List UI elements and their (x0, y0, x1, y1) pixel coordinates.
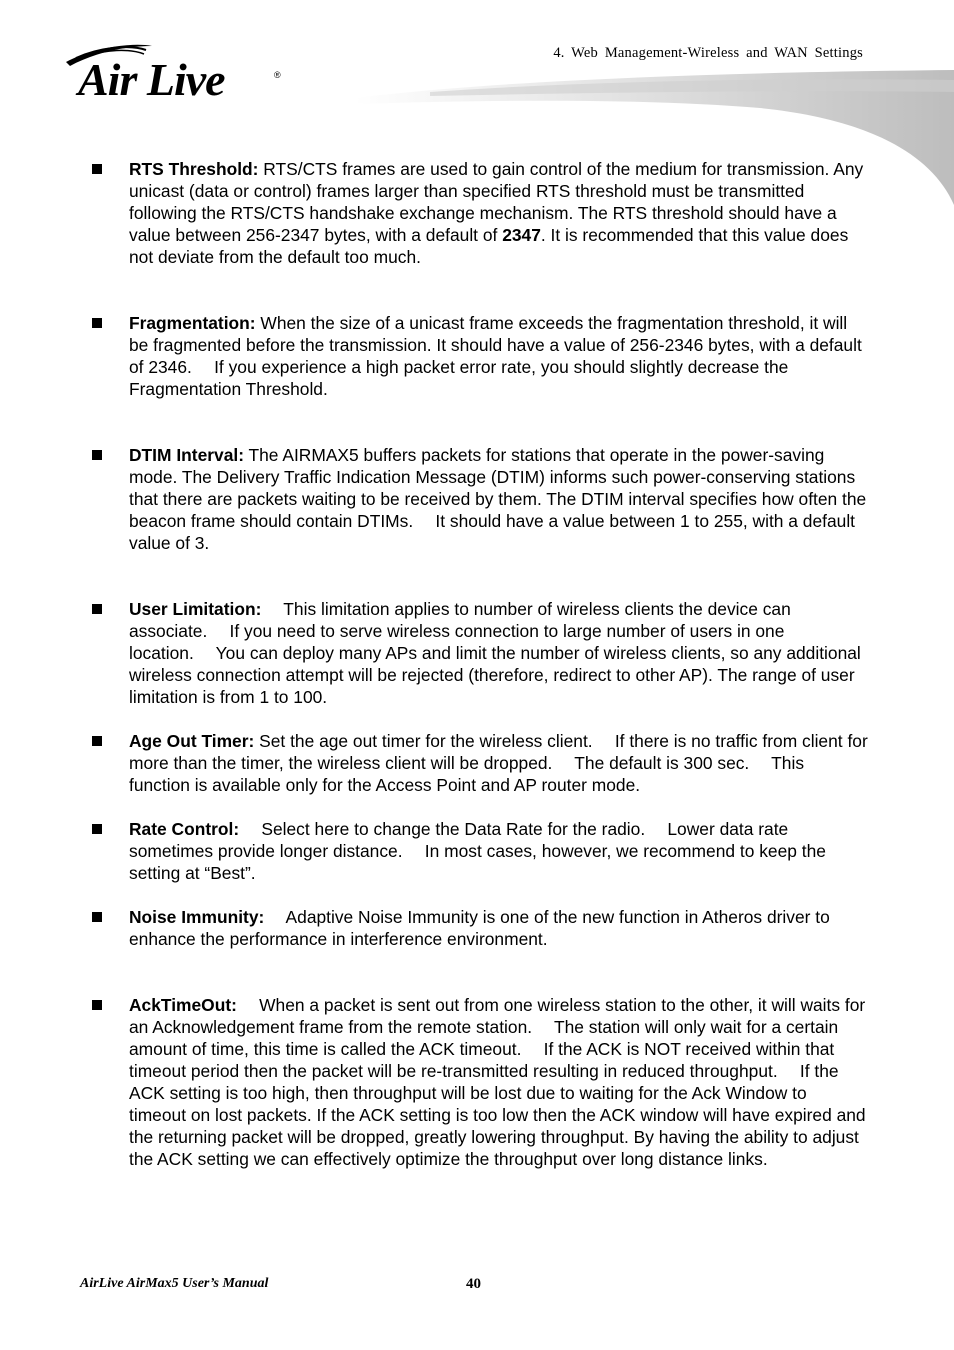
bullet-icon (92, 450, 102, 460)
content (92, 158, 868, 1170)
item-term: Age Out Timer: (129, 731, 255, 751)
bullet-icon (92, 318, 102, 328)
item-noise-immunity (92, 906, 868, 950)
footer-page-number: 40 (466, 1276, 481, 1292)
item-age-out-timer (92, 730, 868, 796)
item-text: . It is recommended that this value does not deviate from the default too much. (129, 225, 849, 267)
bullet-icon (92, 164, 102, 174)
bullet-icon (92, 1000, 102, 1010)
bullet-icon (92, 604, 102, 614)
item-emphasis: 2347 (502, 225, 541, 245)
chapter-title: 4. Web Management-Wireless and WAN Settings (553, 45, 863, 61)
item-term: AckTimeOut: (129, 995, 237, 1015)
item-ack-timeout (92, 994, 868, 1170)
item-term: Rate Control: (129, 819, 240, 839)
item-text: This limitation applies to number of wireless clients the device can associate. If you need to serve wireless connection to large number of users in one location. You can deploy many APs and limit the number of wireless clients, so any additional wireless connection attempt will be rejected (therefore, redirect to other AP). The range of user limitation is from 1 to 100. (129, 599, 861, 707)
item-text: Select here to change the Data Rate for the radio. Lower data rate sometimes provide longer distance. In most cases, however, we recommend to keep the setting at “Best”. (129, 819, 826, 883)
bullet-icon (92, 736, 102, 746)
item-dtim-interval (92, 444, 868, 554)
logo-text: Air Live (78, 54, 225, 105)
item-term: RTS Threshold: (129, 159, 259, 179)
bullet-icon (92, 912, 102, 922)
footer-manual-title: AirLive AirMax5 User’s Manual (80, 1276, 269, 1291)
item-rate-control (92, 818, 868, 884)
item-fragmentation (92, 312, 868, 400)
item-term: DTIM Interval: (129, 445, 244, 465)
logo-registered-mark: ® (274, 70, 281, 80)
item-text: When the size of a unicast frame exceeds the fragmentation threshold, it will be fragmented before the transmission. It should have a value of 256-2346 bytes, with a default of 2346. If you experience a high packet error rate, you should slightly decrease the Fragmentation Threshold. (129, 313, 862, 399)
item-text: Adaptive Noise Immunity is one of the new function in Atheros driver to enhance the performance in interference environment. (129, 907, 830, 949)
item-text: When a packet is sent out from one wireless station to the other, it will waits for an Acknowledgement frame from the remote station. The station will only wait for a certain amount of time, this time is called the ACK timeout. If the ACK is NOT received within that timeout period then the packet will be re-transmitted resulting in reduced throughput. If the ACK setting is too high, then throughput will be lost due to waiting for the Ack Window to timeout on lost packets. If the ACK setting is too low then the ACK window will have expired and the returning packet will be dropped, greatly lowering throughput. By having the ability to adjust the ACK setting we can effectively optimize the throughput over long distance links. (129, 995, 866, 1169)
item-rts-threshold (92, 158, 868, 268)
item-user-limitation (92, 598, 868, 708)
item-term: User Limitation: (129, 599, 262, 619)
item-text: Set the age out timer for the wireless client. If there is no traffic from client for more than the timer, the wireless client will be dropped. The default is 300 sec. This function is available only for the Access Point and AP router mode. (129, 731, 868, 795)
item-term: Fragmentation: (129, 313, 256, 333)
bullet-icon (92, 824, 102, 834)
item-term: Noise Immunity: (129, 907, 265, 927)
item-text: The AIRMAX5 buffers packets for stations that operate in the power-saving mode. The Delivery Traffic Indication Message (DTIM) informs such power-conserving stations that there are packets waiting to be received by them. The DTIM interval specifies how often the beacon frame should contain DTIMs. It should have a value between 1 to 255, with a default value of 3. (129, 445, 867, 553)
item-text: RTS/CTS frames are used to gain control of the medium for transmission. Any unicast (data or control) frames larger than specified RTS threshold must be transmitted following the RTS/CTS handshake exchange mechanism. The RTS threshold should have a value between 256-2347 bytes, with a default of (129, 159, 864, 245)
